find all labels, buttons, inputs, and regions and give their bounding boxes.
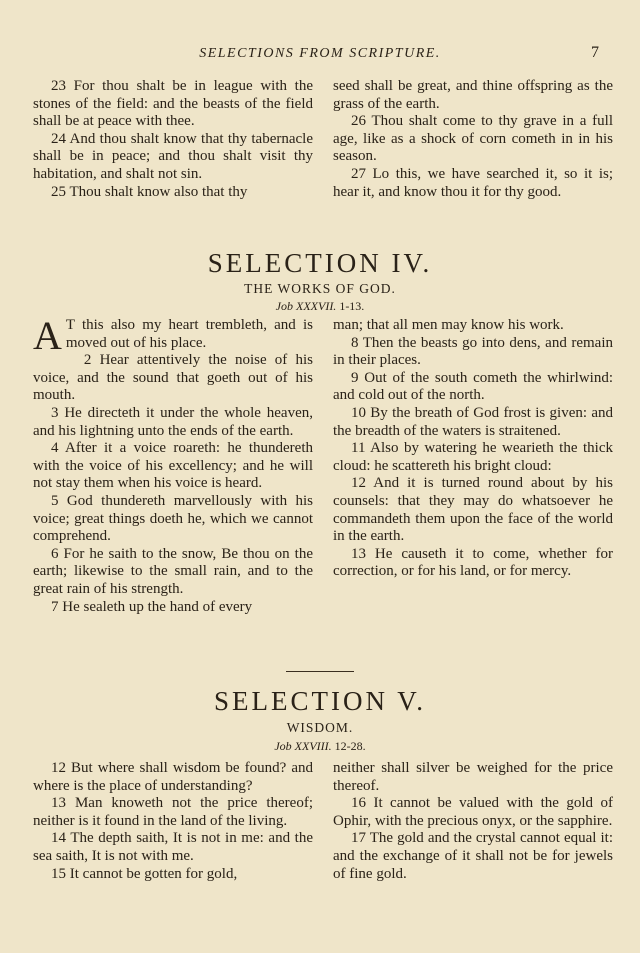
running-head: [33, 46, 607, 66]
verse: 9 Out of the south cometh the whirlwind: and cold out of the north.: [333, 369, 613, 404]
running-title: SELECTIONS FROM SCRIPTURE.: [199, 46, 441, 61]
selection-4-body: [33, 313, 613, 616]
selection-4-right-column: [333, 317, 613, 616]
verse: 10 By the breath of God frost is given: and the breadth of the waters is straitened.: [333, 404, 613, 439]
verse: 27 Lo this, we have searched it, so it is; hear it, and know thou it for thy good.: [333, 165, 613, 200]
scripture-reference: [0, 299, 640, 314]
verse: 15 It cannot be gotten for gold,: [51, 865, 238, 882]
selection-subtitle: THE WORKS OF GOD.: [244, 281, 396, 296]
verse: 11 Also by watering he wearieth the thick cloud: he scattereth his bright cloud:: [333, 440, 613, 474]
verse: 3 He directeth it under the whole heaven, and his lightning unto the ends of the earth.: [33, 404, 313, 439]
verse: 6 For he saith to the snow, Be thou on the earth; likewise to the small rain, and to the great rain of his strength.: [33, 545, 313, 597]
verse-continuation: neither shall silver be weighed for the price thereof.: [333, 760, 613, 794]
scripture-reference: [0, 739, 640, 754]
section-divider: [286, 671, 354, 672]
verse: 5 God thundereth marvellously with his voice; great things doeth he, which we cannot comprehend.: [33, 492, 313, 545]
verse: 16 It cannot be valued with the gold of Ophir, with the precious onyx, or the sapphire.: [333, 795, 613, 829]
verse: 12 And it is turned round about by his counsels: that they may do whatsoever he commandeth them upon the face of the world in the earth.: [333, 475, 613, 545]
top-left-column: [33, 78, 313, 201]
reference-book: Job XXXVII.: [275, 299, 337, 313]
verse: 8 Then the beasts go into dens, and remain in their places.: [333, 334, 613, 369]
selection-5-left-column: [33, 760, 313, 883]
page-number: 7: [591, 44, 599, 61]
verse: 12 But where shall wisdom be found? and where is the place of understanding?: [33, 760, 313, 794]
selection-title: SELECTION IV.: [207, 248, 433, 278]
first-verse-text: T this also my heart trembleth, and is moved out of his place.: [65, 317, 313, 351]
verse: 13 Man knoweth not the price thereof; neither is it found in the land of the living.: [33, 795, 313, 829]
selection-subtitle: WISDOM.: [286, 720, 354, 735]
selection-4-left-column: [33, 313, 313, 616]
verse: 4 After it a voice roareth: he thundereth with the voice of his excellency; and he will not stay them when his voice is heard.: [33, 440, 313, 492]
verse: 26 Thou shalt come to thy grave in a full age, like as a shock of corn cometh in in his season.: [333, 113, 613, 165]
verse: 14 The depth saith, It is not in me: and the sea saith, It is not with me.: [33, 830, 313, 864]
verse: 23 For thou shalt be in league with the stones of the field: and the beasts of the field shall be at peace with thee.: [33, 78, 313, 130]
selection-5-body: [33, 760, 613, 883]
reference-verses: 12-28.: [334, 739, 366, 753]
top-continuation: [33, 78, 613, 201]
verse: 7 He sealeth up the hand of every: [51, 598, 253, 615]
verse: 24 And thou shalt know that thy tabernacle shall be in peace; and thou shalt visit thy habitation, and shalt not sin.: [33, 130, 313, 182]
verse-continuation: seed shall be great, and thine offspring as the grass of the earth.: [333, 78, 613, 112]
verse: 2 Hear attentively the noise of his voice, and the sound that goeth out of his mouth.: [33, 352, 313, 404]
reference-book: Job XXVIII.: [274, 739, 332, 753]
first-verse: [33, 313, 313, 358]
verse: 17 The gold and the crystal cannot equal it: and the exchange of it shall not be for jewels of fine gold.: [333, 830, 613, 882]
selection-title: SELECTION V.: [213, 686, 426, 716]
drop-cap: A: [33, 313, 62, 358]
verse: 25 Thou shalt know also that thy: [51, 183, 248, 200]
verse: 13 He causeth it to come, whether for correction, or for his land, or for mercy.: [333, 545, 613, 580]
reference-verses: 1-13.: [339, 299, 365, 313]
selection-5-right-column: [333, 760, 613, 883]
top-right-column: [333, 78, 613, 201]
verse-continuation: man; that all men may know his work.: [333, 317, 564, 333]
